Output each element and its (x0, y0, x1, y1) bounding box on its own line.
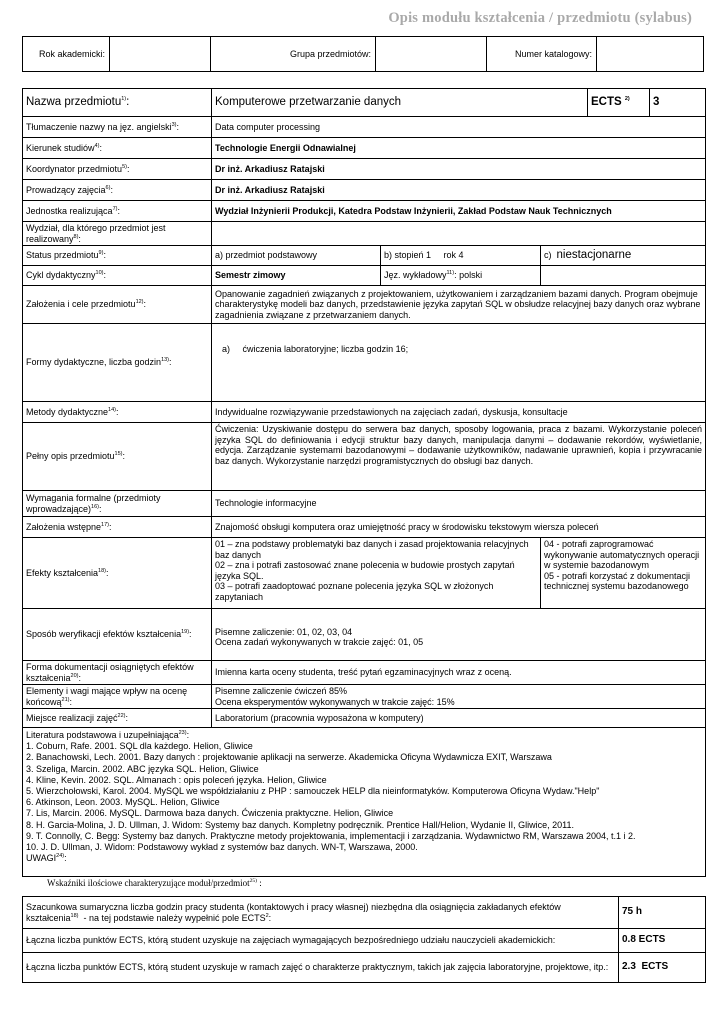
zalozenia-value: Opanowanie zagadnień związanych z projektowaniem, użytkowaniem i zarządzaniem bazami danych. Program obejmuje charakterystykę modeli baz danych, przedstawienie języka zapytań SQL w obsłudze relacyjnej bazy danych oraz wybrane zagadnienia związane z przetwarzaniem danych. (212, 286, 706, 324)
tlumaczenie-label: Tłumaczenie nazwy na jęz. angielski$^{3)}$: (23, 117, 212, 138)
forma-dokumentacji-label: Forma dokumentacji osiągniętych efektów kształcenia$^{20)}$: (23, 661, 212, 685)
koordynator-value: Dr inż. Arkadiusz Ratajski (212, 159, 706, 180)
sposob-line-2: Ocena zadań wykonywanych w trakcie zajęć: 01, 05 (215, 637, 424, 647)
ects-value: 3 (650, 89, 706, 117)
tlumaczenie-value: Data computer processing (212, 117, 706, 138)
sposob-line-1: Pisemne zaliczenie: 01, 02, 03, 04 (215, 626, 353, 637)
rok-akademicki-field[interactable] (110, 37, 211, 72)
literatura-item: 9. T. Connolly, C. Begg: Systemy baz danych. Praktyczne metody projektowania, implementacji i zarządzania. Wydawnictwo RM, Warszawa 2004, t.1 i 2. (26, 830, 636, 841)
syllabus-table (22, 88, 706, 877)
efekty-left (212, 538, 541, 609)
indicator-hours-label: Szacunkowa sumaryczna liczba godzin pracy studenta (kontaktowych i pracy własnej) niezbędna dla osiągnięcia zakładanych efektów kształcenia$^{18)}$ - na tej podstawie należy wypełnić pole ECTS$^2$: (23, 897, 619, 929)
kierunek-label: Kierunek studiów$^{4)}$: (23, 138, 212, 159)
efekt-03: 03 – potrafi zaadoptować poznane polecenia języka SQL w złożonych zapytaniach (215, 581, 494, 602)
metody-value: Indywidualne rozwiązywanie przedstawionych na zajęciach zadań, dyskusja, konsultacje (212, 402, 706, 423)
cykl-label: Cykl dydaktyczny$^{10)}$: (23, 266, 212, 286)
wydzial-value (212, 222, 706, 246)
efekt-04: 04 - potrafi zaprogramować wykonywanie automatycznych operacji w systemie bazodanowym (544, 539, 700, 570)
zalozenia-label: Założenia i cele przedmiotu$^{12)}$: (23, 286, 212, 324)
status-label: Status przedmiotu$^{9)}$: (23, 246, 212, 266)
status-a: a) przedmiot podstawowy (212, 246, 381, 266)
zalozenia-wstepne-value: Znajomość obsługi komputera oraz umiejętność pracy w środowisku tekstowym wiersza poleceń (212, 517, 706, 538)
indicator-ects-practical-value: 2.3 ECTS (619, 953, 706, 983)
sposob-weryfikacji-label: Sposób weryfikacji efektów kształcenia$^{19)}$: (23, 609, 212, 661)
jezyk-wykladowy: Jęz. wykładowy$^{11)}$: polski (381, 266, 541, 286)
literatura-item: 5. Wierzchołowski, Karol. 2004. MySQL we współdziałaniu z PHP : samouczek HELP dla nieinformatyków. Komputerowa Oficyna Wydaw."Help" (26, 786, 600, 797)
wydzial-label: Wydział, dla którego przedmiot jest realizowany$^{8)}$: (23, 222, 212, 246)
literatura-item: 2. Banachowski, Lech. 2001. Bazy danych : projektowanie aplikacji na serwerze. Akademicka Oficyna Wydawnicza EXIT, Warszawa (26, 752, 552, 763)
literatura-item: 3. Szeliga, Marcin. 2002. ABC języka SQL. Helion, Gliwice (26, 763, 259, 774)
efekty-label: Efekty kształcenia$^{18)}$: (23, 538, 212, 609)
efekt-05: 05 - potrafi korzystać z dokumentacji technicznej systemu bazodanowego (544, 570, 691, 591)
uwagi-label: UWAGI$^{24)}$: (26, 853, 67, 864)
wymagania-value: Technologie informacyjne (212, 491, 706, 517)
efekt-01: 01 – zna podstawy problematyki baz danych i zasad projektowania relacyjnych baz danych (215, 539, 529, 560)
prowadzacy-value: Dr inż. Arkadiusz Ratajski (212, 180, 706, 201)
efekt-02: 02 – zna i potrafi zastosować znane polecenia w budowie prostych zapytań języka SQL. (215, 560, 515, 581)
literatura-item: 1. Coburn, Rafe. 2001. SQL dla każdego. Helion, Gliwice (26, 741, 253, 752)
literatura-cell (23, 728, 706, 877)
metody-label: Metody dydaktyczne$^{14)}$: (23, 402, 212, 423)
prowadzacy-label: Prowadzący zajęcia$^{6)}$: (23, 180, 212, 201)
ects-label: ECTS $^{2)}$ (588, 89, 650, 117)
literatura-item: 4. Kline, Kevin. 2002. SQL. Almanach : opis poleceń języka. Helion, Gliwice (26, 774, 327, 785)
literatura-item: 7. Lis, Marcin. 2006. MySQL. Darmowa baza danych. Ćwiczenia praktyczne. Helion, Gliwice (26, 808, 394, 819)
numer-katalogowy-field[interactable] (597, 37, 704, 72)
grupa-przedmiotow-field[interactable] (376, 37, 487, 72)
indicator-hours-value: 75 h (619, 897, 706, 929)
rok-akademicki-label: Rok akademicki: (23, 37, 110, 72)
indicators-title: Wskaźniki ilościowe charakteryzujące moduł/przedmiot$^{25)}$ : (47, 878, 262, 888)
miejsce-realizacji-label: Miejsce realizacji zajęć$^{22)}$: (23, 709, 212, 728)
miejsce-realizacji-value: Laboratorium (pracownia wyposażona w komputery) (212, 709, 706, 728)
formy-value: a) ćwiczenia laboratoryjne; liczba godzin 16; (212, 324, 706, 402)
zalozenia-wstepne-label: Założenia wstępne$^{17)}$: (23, 517, 212, 538)
literatura-label: Literatura podstawowa i uzupełniająca$^{23)}$: (26, 730, 190, 740)
indicator-ects-direct-label: Łączna liczba punktów ECTS, którą student uzyskuje na zajęciach wymagających bezpośredniego udziału nauczycieli akademickich: (23, 929, 619, 953)
group-row-table (22, 36, 704, 72)
opis-label: Pełny opis przedmiotu$^{15)}$: (23, 423, 212, 491)
grupa-przedmiotow-label: Grupa przedmiotów: (211, 37, 376, 72)
cykl-value: Semestr zimowy (212, 266, 381, 286)
opis-value: Ćwiczenia: Uzyskiwanie dostępu do serwera baz danych, sposoby logowania, praca z bazami. Wykorzystanie poleceń języka SQL do definiowania i edycji struktur bazy danych, manipulacja danymi – dodawanie rekordów, wyświetlanie, edycja. Zarządzanie systemami bazodanowymi – dodawanie użytkowników, nadawanie uprawnień, kopia i przywracanie baz danych. Wykorzystanie narzędzi programistycznych do obsługi baz danych. (212, 423, 706, 491)
nazwa-label: Nazwa przedmiotu$^{1)}$: (23, 89, 212, 117)
elementy-line-2: Ocena eksperymentów wykonywanych w trakcie zajęć: 15% (215, 696, 455, 707)
status-c: c) niestacjonarne (541, 246, 706, 266)
jednostka-label: Jednostka realizująca$^{7)}$: (23, 201, 212, 222)
wymagania-label: Wymagania formalne (przedmioty wprowadzające)$^{16)}$: (23, 491, 212, 517)
cykl-empty (541, 266, 706, 286)
numer-katalogowy-label: Numer katalogowy: (487, 37, 597, 72)
efekty-right (541, 538, 706, 609)
elementy-wagi-label: Elementy i wagi mające wpływ na ocenę końcową$^{21)}$: (23, 685, 212, 709)
status-b: b) stopień 1 rok 4 (381, 246, 541, 266)
formy-label: Formy dydaktyczne, liczba godzin$^{13)}$: (23, 324, 212, 402)
elementy-line-1: Pisemne zaliczenie ćwiczeń 85% (215, 686, 348, 696)
nazwa-value: Komputerowe przetwarzanie danych (212, 89, 588, 117)
indicators-table (22, 896, 706, 983)
kierunek-value: Technologie Energii Odnawialnej (212, 138, 706, 159)
koordynator-label: Koordynator przedmiotu$^{5)}$: (23, 159, 212, 180)
elementy-wagi-value (212, 685, 706, 709)
indicator-ects-practical-label: Łączna liczba punktów ECTS, którą student uzyskuje w ramach zajęć o charakterze praktycznym, takich jak zajęcia laboratoryjne, projektowe, itp.: (23, 953, 619, 983)
sposob-weryfikacji-value (212, 609, 706, 661)
forma-dokumentacji-value: Imienna karta oceny studenta, treść pytań egzaminacyjnych wraz z oceną. (212, 661, 706, 685)
document-title: Opis modułu kształcenia / przedmiotu (sylabus) (388, 10, 692, 26)
literatura-item: 10. J. D. Ullman, J. Widom: Podstawowy wykład z systemów baz danych. WN-T, Warszawa, 2000. (26, 842, 418, 853)
jednostka-value: Wydział Inżynierii Produkcji, Katedra Podstaw Inżynierii, Zakład Podstaw Nauk Technicznych (212, 201, 706, 222)
literatura-item: 8. H. Garcia-Molina, J. D. Ullman, J. Widom: Systemy baz danych. Kompletny podręcznik. Prentice Hall/Helion, Wydanie II, Gliwice, 2011. (26, 819, 574, 830)
indicator-ects-direct-value: 0.8 ECTS (619, 929, 706, 953)
literatura-item: 6. Atkinson, Leon. 2003. MySQL. Helion, Gliwice (26, 797, 220, 808)
